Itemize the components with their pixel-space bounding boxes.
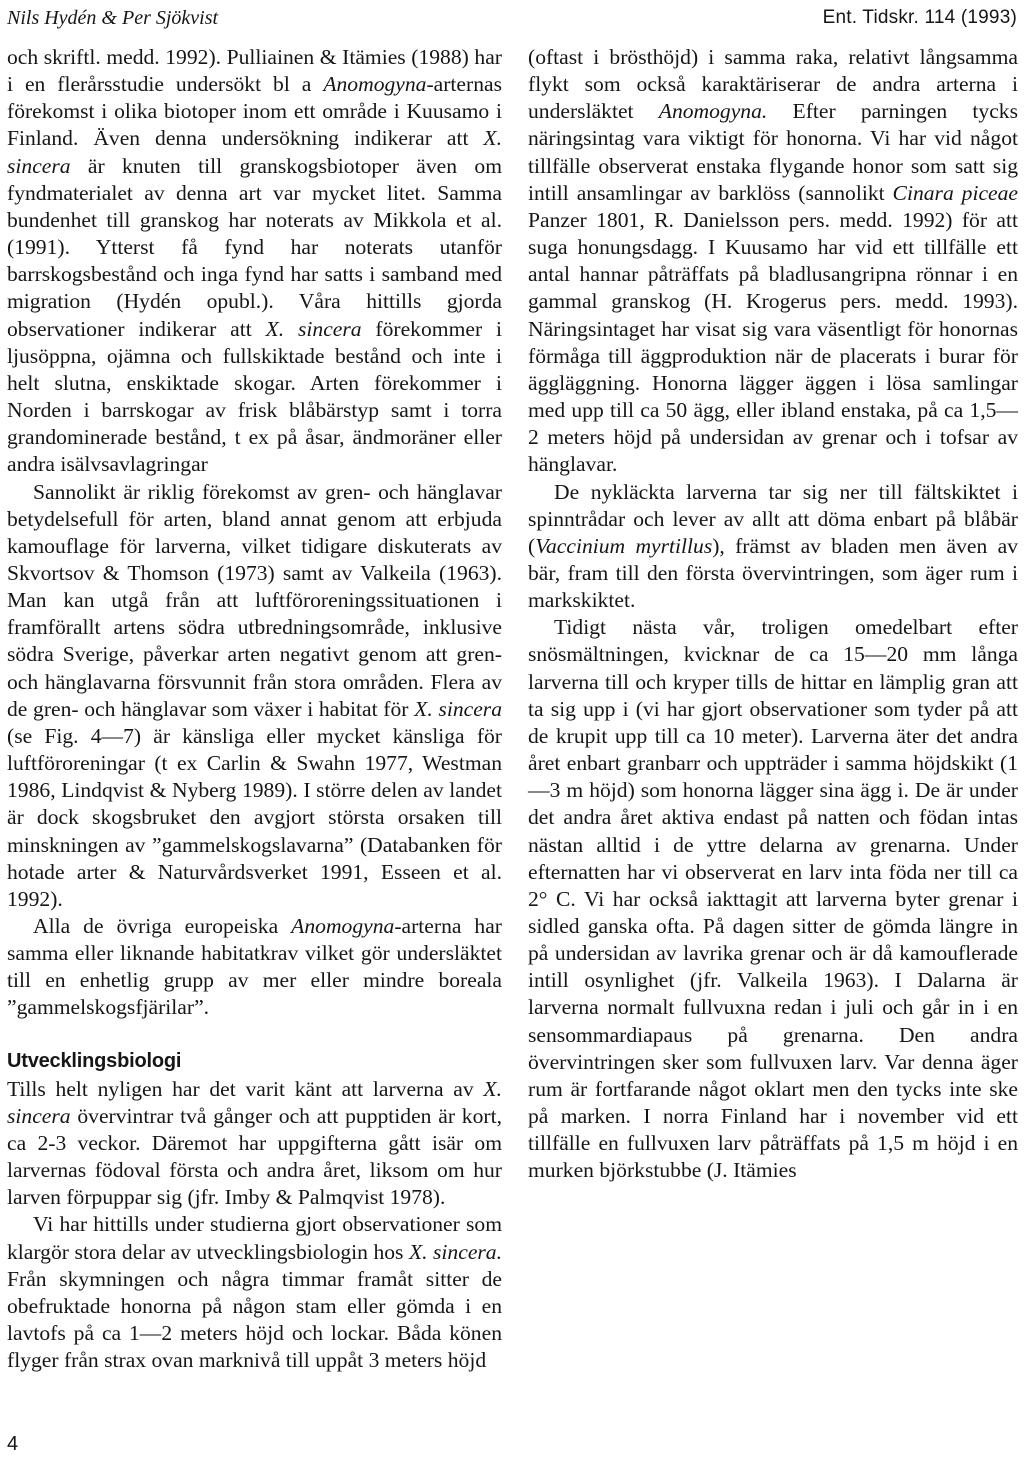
left-paragraph-5: Vi har hittills under studierna gjort observationer som klargör stora delar av utvecklingsbiologin hos X. sincera. Från skymningen och några timmar framåt sitter de obefruktade honorna på någon stam eller gömda i en lavtofs på ca 1—2 meters höjd och lockar. Båda könen flyger från strax ovan marknivå till uppåt 3 meters höjd (7, 1212, 502, 1373)
left-paragraph-3: Alla de övriga europeiska Anomogyna-arterna har samma eller liknande habitatkrav vilket gör undersläktet till en enhetlig grupp av mer eller mindre boreala ”gammelskogsfjärilar”. (7, 914, 502, 1020)
right-column (528, 44, 1018, 1185)
right-paragraph-2: De nykläckta larverna tar sig ner till fältskiktet i spinntrådar och lever av allt att döma enbart på blåbär (Vaccinium myrtillus), främst av bladen men även av bär, fram till den första övervintringen, som äger rum i markskiktet. (528, 479, 1018, 613)
page-number: 4 (7, 1433, 19, 1455)
section-heading: Utvecklingsbiologi (7, 1049, 182, 1072)
left-column (7, 44, 502, 1374)
left-paragraph-1: och skriftl. medd. 1992). Pulliainen & Itämies (1988) har i en flerårsstudie undersökt bl a Anomogyna-arternas förekomst i olika biotoper inom ett område i Kuusamo i Finland. Även denna undersökning indikerar att X. sincera är knuten till granskogsbiotoper även om fyndmaterialet av denna art var mycket litet. Samma bundenhet till granskog har noterats av Mikkola et al. (1991). Ytterst få fynd har noterats utanför barrskogsbestånd och inga fynd har satts i samband med migration (Hydén opubl.). Våra hittills gjorda observationer indikerar att X. sincera förekommer i ljusöppna, ojämna och fullskiktade bestånd och inte i helt slutna, enskiktade skogar. Arten förekommer i Norden i barrskogar av frisk blåbärstyp samt i torra grandominerade bestånd, t ex på åsar, ändmoräner eller andra isälvsavlagringar (7, 45, 502, 477)
right-paragraph-3: Tidigt nästa vår, troligen omedelbart efter snösmältningen, kvicknar de ca 15—20 mm långa larverna till och kryper tills de hittar en lämplig gran att ta sig upp i (vi har gjort observationer som tyder på att de krupit upp till ca 10 meter). Larverna äter det andra året enbart granbarr och uppträder i samma höjdskikt (1—3 m höjd) som honorna lägger sina ägg i. De är under det andra året aktiva endast på natten och födan intas nästan alltid i de yttre delarna av grenarna. Under efternatten har vi observerat en larv inta föda ner till ca 2° C. Vi har också iakttagit att larverna byter grenar i sidled ganska ofta. På dagen sitter de gömda längre in på undersidan av lavrika grenar och är då kamouflerade intill osynlighet (jfr. Valkeila 1963). I Dalarna är larverna normalt fullvuxna redan i juli och går in i en sensommardiapaus på grenarna. Den andra övervintringen sker som fullvuxen larv. Var denna äger rum är fortfarande något oklart men den tycks inte ske på marken. I norra Finland har i november vid ett tillfälle en fullvuxen larv påträffats på 1,5 m höjd i en murken björkstubbe (J. Itämies (528, 615, 1018, 1183)
right-paragraph-1: (oftast i brösthöjd) i samma raka, relativt långsamma flykt som också karaktäriserar de andra arterna i undersläktet Anomogyna. Efter parningen tycks näringsintag vara viktigt för honorna. Vi har vid något tillfälle observerat enstaka flygande honor som satt sig intill ansamlingar av barklöss (sannolikt Cinara piceae Panzer 1801, R. Danielsson pers. medd. 1992) för att suga honungsdagg. I Kuusamo har vid ett tillfälle ett antal hannar påträffats på bladlusangripna rönnar i en gammal granskog (H. Krogerus pers. medd. 1993). Näringsintaget har visat sig vara väsentligt för honornas förmåga till äggproduktion när de placerats i burar för äggläggning. Honorna lägger äggen i lösa samlingar med upp till ca 50 ägg, eller ibland enstaka, på ca 1,5—2 meters höjd på undersidan av grenar och i tofsar av hänglavar. (528, 45, 1019, 477)
left-paragraph-2: Sannolikt är riklig förekomst av gren- och hänglavar betydelsefull för arten, bland annat genom att erbjuda kamouflage för larverna, vilket tidigare diskuterats av Skvortsov & Thomson (1973) samt av Valkeila (1963). Man kan utgå från att luftföroreningssituationen i framförallt artens södra utbredningsområde, inklusive södra Sverige, påverkar arten negativt genom att gren- och hänglavarna försvunnit från stora områden. Flera av de gren- och hänglavar som växer i habitat för X. sincera (se Fig. 4—7) är känsliga eller mycket känsliga för luftföroreningar (t ex Carlin & Swahn 1977, Westman 1986, Lindqvist & Nyberg 1989). I större delen av landet är dock skogsbruket den avgjort största orsaken till minskningen av ”gammelskogslavarna” (Databanken för hotade arter & Naturvårdsverket 1991, Esseen et al. 1992). (7, 479, 502, 911)
running-header-journal: Ent. Tidskr. 114 (1993) (822, 7, 1017, 28)
left-paragraph-4: Tills helt nyligen har det varit känt att larverna av X. sincera övervintrar två gånger och att pupptiden är kort, ca 2-3 veckor. Däremot har uppgifterna gått isär om larvernas födoval första och andra året, liksom om hur larven förpuppar sig (jfr. Imby & Palmqvist 1978). (7, 1076, 502, 1210)
running-header-authors: Nils Hydén & Per Sjökvist (7, 7, 219, 29)
